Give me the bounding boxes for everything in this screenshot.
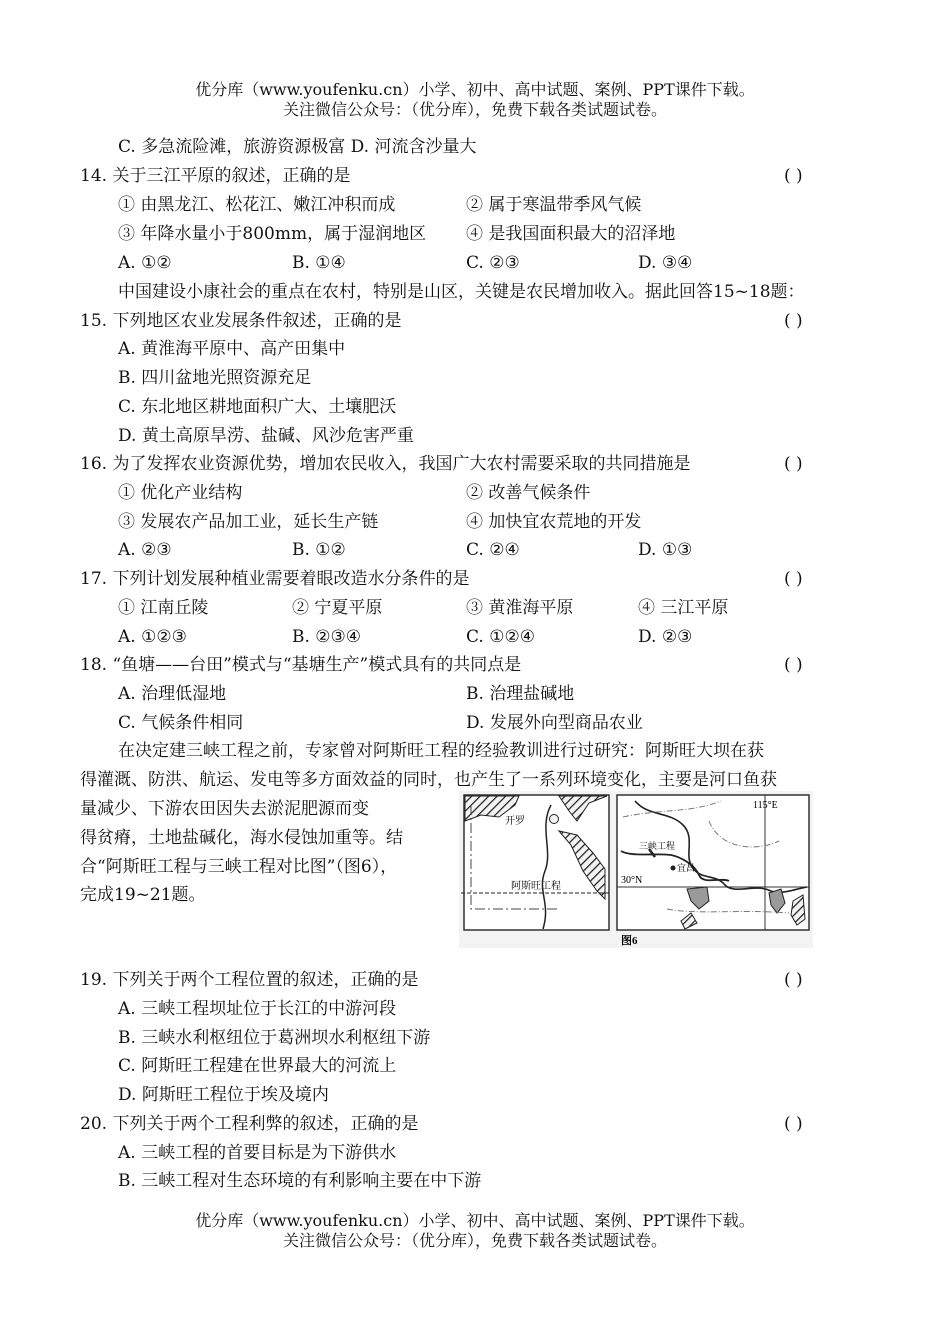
q16-option-d: D. ①③ xyxy=(638,540,693,560)
q17-statement-4: ④ 三江平原 xyxy=(638,598,729,618)
passage-line-1: 在决定建三峡工程之前，专家曾对阿斯旺工程的经验教训进行过研究：阿斯旺大坝在获 xyxy=(118,741,764,761)
q16-stem: 16. 为了发挥农业资源优势，增加农民收入，我国广大农村需要采取的共同措施是 xyxy=(80,454,691,474)
q19-option-a: A. 三峡工程坝址位于长江的中游河段 xyxy=(118,999,397,1019)
q16-statement-4: ④ 加快宜农荒地的开发 xyxy=(466,512,642,532)
q18-answer-blank: ( ) xyxy=(784,655,803,675)
longitude-label: 115°E xyxy=(753,800,778,811)
header-line-1: 优分库（www.youfenku.cn）小学、初中、高中试题、案例、PPT课件下载。 xyxy=(195,80,755,99)
q17-option-a: A. ①②③ xyxy=(118,627,187,647)
aswan-label: 阿斯旺工程 xyxy=(511,881,561,892)
q18-option-c: C. 气候条件相同 xyxy=(118,713,244,733)
passage-line-2: 得灌溉、防洪、航运、发电等多方面效益的同时，也产生了一系列环境变化，主要是河口鱼获 xyxy=(80,770,777,790)
yichang-marker xyxy=(671,866,676,871)
q14-statement-4: ④ 是我国面积最大的沼泽地 xyxy=(466,224,676,244)
intro-15-18: 中国建设小康社会的重点在农村，特别是山区，关键是农民增加收入。据此回答15~18题： xyxy=(118,282,805,302)
q16-option-c: C. ②④ xyxy=(466,540,520,560)
q17-option-b: B. ②③④ xyxy=(292,627,362,647)
figure-caption: 图6 xyxy=(621,935,638,947)
figure-6-map xyxy=(459,791,813,948)
q17-statement-2: ② 宁夏平原 xyxy=(292,598,383,618)
q14-statement-1: ① 由黑龙江、松花江、嫩江冲积而成 xyxy=(118,195,396,215)
cairo-marker xyxy=(550,815,559,824)
q18-option-a: A. 治理低湿地 xyxy=(118,684,227,704)
passage-line-6: 完成19~21题。 xyxy=(80,885,206,905)
q14-stem: 14. 关于三江平原的叙述，正确的是 xyxy=(80,166,351,186)
yichang-label: 宜昌 xyxy=(677,863,696,873)
q18-option-b: B. 治理盐碱地 xyxy=(466,684,575,704)
q14-statement-3: ③ 年降水量小于800mm，属于湿润地区 xyxy=(118,224,427,244)
q15-option-b: B. 四川盆地光照资源充足 xyxy=(118,368,312,388)
q19-answer-blank: ( ) xyxy=(784,970,803,990)
footer-line-2: 关注微信公众号：（优分库），免费下载各类试题试卷。 xyxy=(282,1231,667,1250)
q13-options-cd: C. 多急流险滩，旅游资源极富 D. 河流含沙量大 xyxy=(118,137,477,157)
passage-line-3: 量减少、下游农田因失去淤泥肥源而变 xyxy=(80,799,369,819)
passage-line-4: 得贫瘠，土地盐碱化，海水侵蚀加重等。结 xyxy=(80,828,403,848)
q14-option-a: A. ①② xyxy=(118,253,172,273)
q17-option-d: D. ②③ xyxy=(638,627,693,647)
q20-option-b: B. 三峡工程对生态环境的有利影响主要在中下游 xyxy=(118,1171,482,1191)
q16-statement-1: ① 优化产业结构 xyxy=(118,483,243,503)
q17-stem: 17. 下列计划发展种植业需要着眼改造水分条件的是 xyxy=(80,569,470,589)
figure-6-svg xyxy=(459,791,813,948)
q15-option-c: C. 东北地区耕地面积广大、土壤肥沃 xyxy=(118,397,397,417)
q18-stem: 18. “鱼塘——台田”模式与“基塘生产”模式具有的共同点是 xyxy=(80,655,522,675)
q20-answer-blank: ( ) xyxy=(784,1114,803,1134)
q20-stem: 20. 下列关于两个工程利弊的叙述，正确的是 xyxy=(80,1114,419,1134)
q16-answer-blank: ( ) xyxy=(784,454,803,474)
q17-statement-3: ③ 黄淮海平原 xyxy=(466,598,574,618)
sanxia-label: 三峡工程 xyxy=(639,841,676,851)
q16-statement-3: ③ 发展农产品加工业，延长生产链 xyxy=(118,512,379,532)
q16-statement-2: ② 改善气候条件 xyxy=(466,483,591,503)
q18-option-d: D. 发展外向型商品农业 xyxy=(466,713,643,733)
q17-option-c: C. ①②④ xyxy=(466,627,535,647)
q14-option-d: D. ③④ xyxy=(638,253,693,273)
q20-option-a: A. 三峡工程的首要目标是为下游供水 xyxy=(118,1143,397,1163)
q15-option-d: D. 黄土高原旱涝、盐碱、风沙危害严重 xyxy=(118,426,414,446)
footer-line-1: 优分库（www.youfenku.cn）小学、初中、高中试题、案例、PPT课件下载。 xyxy=(195,1211,755,1230)
q15-option-a: A. 黄淮海平原中、高产田集中 xyxy=(118,339,346,359)
q19-stem: 19. 下列关于两个工程位置的叙述，正确的是 xyxy=(80,970,419,990)
q19-option-c: C. 阿斯旺工程建在世界最大的河流上 xyxy=(118,1056,397,1076)
q17-answer-blank: ( ) xyxy=(784,569,803,589)
cairo-label: 开罗 xyxy=(505,816,525,827)
q16-option-b: B. ①② xyxy=(292,540,346,560)
q14-option-b: B. ①④ xyxy=(292,253,346,273)
q16-option-a: A. ②③ xyxy=(118,540,172,560)
q14-option-c: C. ②③ xyxy=(466,253,520,273)
passage-line-5: 合“阿斯旺工程与三峡工程对比图”（图6）， xyxy=(80,857,398,877)
latitude-label: 30°N xyxy=(621,875,643,886)
q14-statement-2: ② 属于寒温带季风气候 xyxy=(466,195,642,215)
q17-statement-1: ① 江南丘陵 xyxy=(118,598,209,618)
q15-stem: 15. 下列地区农业发展条件叙述，正确的是 xyxy=(80,311,402,331)
header-line-2: 关注微信公众号：（优分库），免费下载各类试题试卷。 xyxy=(282,100,667,119)
q14-answer-blank: ( ) xyxy=(784,166,803,186)
q19-option-d: D. 阿斯旺工程位于埃及境内 xyxy=(118,1085,329,1105)
q19-option-b: B. 三峡水利枢纽位于葛洲坝水利枢纽下游 xyxy=(118,1028,431,1048)
q15-answer-blank: ( ) xyxy=(784,311,803,331)
